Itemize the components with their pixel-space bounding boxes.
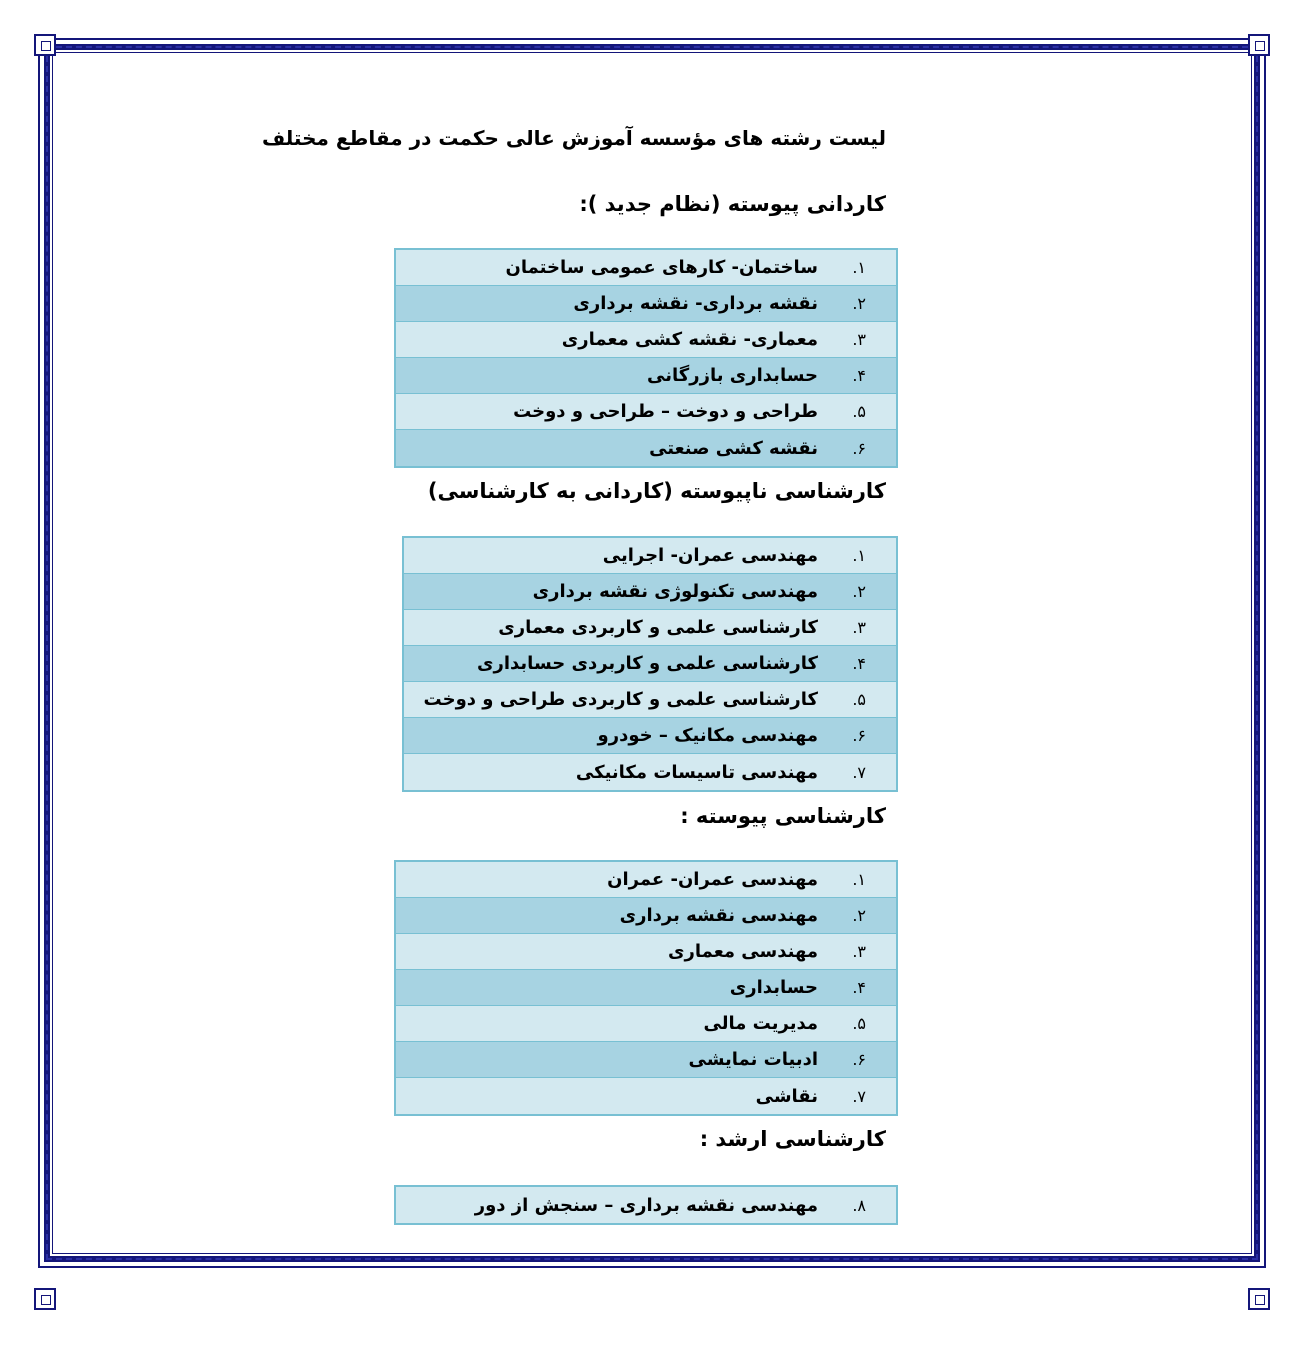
item-text: حسابداری xyxy=(729,977,818,998)
list-item xyxy=(396,286,896,322)
section-heading-bachelor-discontinuous: کارشناسی ناپیوسته (کاردانی به کارشناسی) xyxy=(427,479,886,503)
item-text: مهندسی عمران- عمران xyxy=(607,869,818,890)
list-item xyxy=(396,358,896,394)
list-item xyxy=(396,970,896,1006)
list-item xyxy=(404,646,896,682)
item-text: حسابداری بازرگانی xyxy=(647,365,818,386)
item-number: ۸. xyxy=(852,1195,866,1215)
list-item xyxy=(396,1006,896,1042)
item-text: نقشه کشی صنعتی xyxy=(649,437,818,459)
item-text: مهندسی نقشه برداری – سنجش از دور xyxy=(474,1194,818,1216)
item-number: ۲. xyxy=(852,906,866,925)
list-item xyxy=(404,538,896,574)
list-item xyxy=(396,898,896,934)
item-number: ۵. xyxy=(852,402,866,421)
item-text: مهندسی تکنولوژی نقشه برداری xyxy=(532,581,818,602)
list-item xyxy=(396,322,896,358)
item-number: ۲. xyxy=(852,582,866,601)
item-number: ۴. xyxy=(852,978,866,997)
section-heading-masters: کارشناسی ارشد : xyxy=(699,1127,886,1151)
section-heading-associate-continuous: کاردانی پیوسته (نظام جدید ): xyxy=(579,192,886,216)
item-text: مهندسی مکانیک – خودرو xyxy=(597,725,818,746)
item-text: کارشناسی علمی و کاربردی حسابداری xyxy=(477,653,818,674)
item-number: ۳. xyxy=(852,942,866,961)
item-text: نقشه برداری- نقشه برداری xyxy=(573,293,818,314)
item-number: ۶. xyxy=(852,726,866,745)
list-item xyxy=(396,430,896,466)
item-number: ۲. xyxy=(852,294,866,313)
list-item xyxy=(396,394,896,430)
item-number: ۱. xyxy=(852,870,866,889)
item-text: معماری- نقشه کشی معماری xyxy=(561,329,818,350)
item-number: ۵. xyxy=(852,690,866,709)
item-text: مهندسی معماری xyxy=(668,941,818,962)
list-item xyxy=(404,718,896,754)
corner-ornament-top-left xyxy=(34,34,56,56)
item-number: ۵. xyxy=(852,1014,866,1033)
item-number: ۳. xyxy=(852,330,866,349)
item-number: ۶. xyxy=(852,1050,866,1069)
item-number: ۷. xyxy=(852,1086,866,1106)
document-title: لیست رشته های مؤسسه آموزش عالی حکمت در مقاطع مختلف xyxy=(261,126,886,150)
item-text: ادبیات نمایشی xyxy=(688,1049,818,1070)
item-number: ۳. xyxy=(852,618,866,637)
item-text: کارشناسی علمی و کاربردی طراحی و دوخت xyxy=(423,689,818,710)
program-list-bachelor-continuous xyxy=(394,860,898,1116)
item-number: ۱. xyxy=(852,258,866,277)
list-item xyxy=(404,754,896,790)
item-text: طراحی و دوخت – طراحی و دوخت xyxy=(513,401,818,422)
list-item xyxy=(404,574,896,610)
item-number: ۴. xyxy=(852,366,866,385)
corner-ornament-bottom-left xyxy=(34,1288,56,1310)
corner-ornament-top-right xyxy=(1248,34,1270,56)
list-item xyxy=(396,934,896,970)
list-item xyxy=(396,1187,896,1223)
program-list-bachelor-discontinuous xyxy=(402,536,898,792)
list-item xyxy=(396,1078,896,1114)
item-number: ۷. xyxy=(852,762,866,782)
item-text: ساختمان- کارهای عمومی ساختمان xyxy=(505,257,818,278)
item-text: مهندسی تاسیسات مکانیکی xyxy=(575,761,818,783)
program-list-associate-continuous xyxy=(394,248,898,468)
section-heading-bachelor-continuous: کارشناسی پیوسته : xyxy=(680,804,886,828)
program-list-masters xyxy=(394,1185,898,1225)
list-item xyxy=(396,250,896,286)
item-text: کارشناسی علمی و کاربردی معماری xyxy=(498,617,818,638)
item-text: مدیریت مالی xyxy=(703,1013,818,1034)
list-item xyxy=(404,682,896,718)
item-text: مهندسی نقشه برداری xyxy=(619,905,818,926)
item-text: مهندسی عمران- اجرایی xyxy=(602,545,818,566)
list-item xyxy=(396,1042,896,1078)
item-number: ۶. xyxy=(852,438,866,458)
item-number: ۴. xyxy=(852,654,866,673)
list-item xyxy=(396,862,896,898)
item-text: نقاشی xyxy=(755,1085,818,1107)
list-item xyxy=(404,610,896,646)
corner-ornament-bottom-right xyxy=(1248,1288,1270,1310)
item-number: ۱. xyxy=(852,546,866,565)
